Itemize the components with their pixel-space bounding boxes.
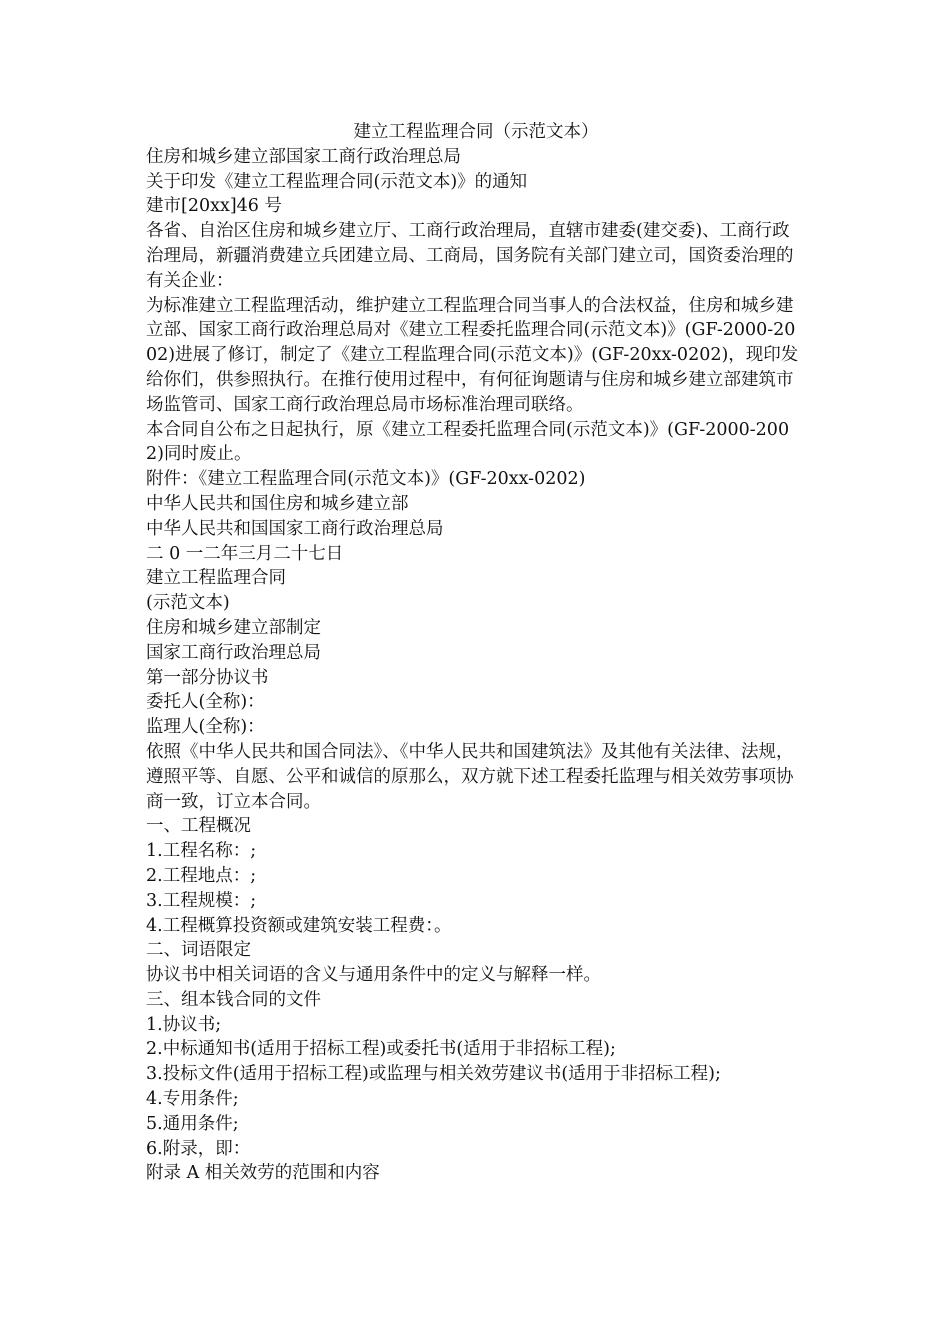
document-paragraph: 4.工程概算投资额或建筑安装工程费：。 (146, 915, 452, 936)
document-paragraph: 各省、自治区住房和城乡建立厅、工商行政治理局，直辖市建委(建交委)、工商行政治理局，新疆消费建立兵团建立局、工商局，国务院有关部门建立司，国资委治理的有关企业： (146, 221, 794, 291)
document-paragraph: 3.工程规模：; (146, 890, 257, 911)
document-paragraph: 1.协议书; (146, 1014, 222, 1035)
document-paragraph: 2.工程地点：; (146, 865, 257, 886)
document-paragraph: 3.投标文件(适用于招标工程)或监理与相关效劳建议书(适用于非招标工程); (146, 1064, 721, 1085)
document-paragraph: 4.专用条件; (146, 1089, 239, 1110)
document-paragraph: 二 0 一二年三月二十七日 (146, 543, 344, 564)
document-page (146, 120, 806, 1186)
document-paragraph: 附录 A 相关效劳的范围和内容 (146, 1163, 380, 1184)
document-paragraph: 关于印发《建立工程监理合同(示范文本)》的通知 (146, 171, 528, 192)
document-paragraph: 5.通用条件; (146, 1113, 239, 1134)
document-paragraph: 建立工程监理合同 (146, 568, 286, 589)
document-paragraph: 2.中标通知书(适用于招标工程)或委托书(适用于非招标工程); (146, 1039, 616, 1060)
document-paragraph: 委托人(全称)： (146, 692, 265, 713)
document-paragraph: 本合同自公布之日起执行，原《建立工程委托监理合同(示范文本)》(GF-2000-2002)同时废止。 (146, 419, 790, 465)
document-paragraph: 建市[20xx]46 号 (146, 196, 282, 217)
document-paragraph: 二、词语限定 (146, 940, 251, 961)
document-paragraph: 1.工程名称：; (146, 841, 257, 862)
document-paragraph: 国家工商行政治理总局 (146, 642, 321, 663)
document-paragraph: 中华人民共和国国家工商行政治理总局 (146, 518, 444, 539)
document-paragraph: 住房和城乡建立部国家工商行政治理总局 (146, 146, 461, 167)
document-paragraph: 住房和城乡建立部制定 (146, 617, 321, 638)
document-title: 建立工程监理合同（示范文本） (353, 122, 599, 142)
document-paragraph: 监理人(全称)： (146, 717, 265, 738)
document-paragraph: 三、组本钱合同的文件 (146, 989, 321, 1010)
document-paragraph: 第一部分协议书 (146, 667, 269, 688)
document-paragraph: 中华人民共和国住房和城乡建立部 (146, 493, 409, 514)
document-paragraph: 协议书中相关词语的含义与通用条件中的定义与解释一样。 (146, 965, 601, 986)
document-paragraph: (示范文本) (146, 593, 230, 614)
document-paragraph: 附件：《建立工程监理合同(示范文本)》(GF-20xx-0202) (146, 469, 586, 490)
document-paragraph: 6.附录，即： (146, 1138, 251, 1159)
document-body (146, 145, 806, 1186)
document-paragraph: 依照《中华人民共和国合同法》、《中华人民共和国建筑法》及其他有关法律、法规，遵照平等、自愿、公平和诚信的原那么，双方就下述工程委托监理与相关效劳事项协商一致，订立本合同。 (146, 741, 794, 812)
document-paragraph: 一、工程概况 (146, 816, 251, 837)
document-paragraph: 为标准建立工程监理活动，维护建立工程监理合同当事人的合法权益，住房和城乡建立部、国家工商行政治理总局对《建立工程委托监理合同(示范文本)》(GF-2000-2002)进展了修订，制定了《建立工程监理合同(示范文本)》(GF-20xx-0202)，现印发给你们，供参照执行。在推行使用过程中，有何征询题请与住房和城乡建立部建筑市场监管司、国家工商行政治理总局市场标准治理司联络。 (146, 295, 799, 415)
